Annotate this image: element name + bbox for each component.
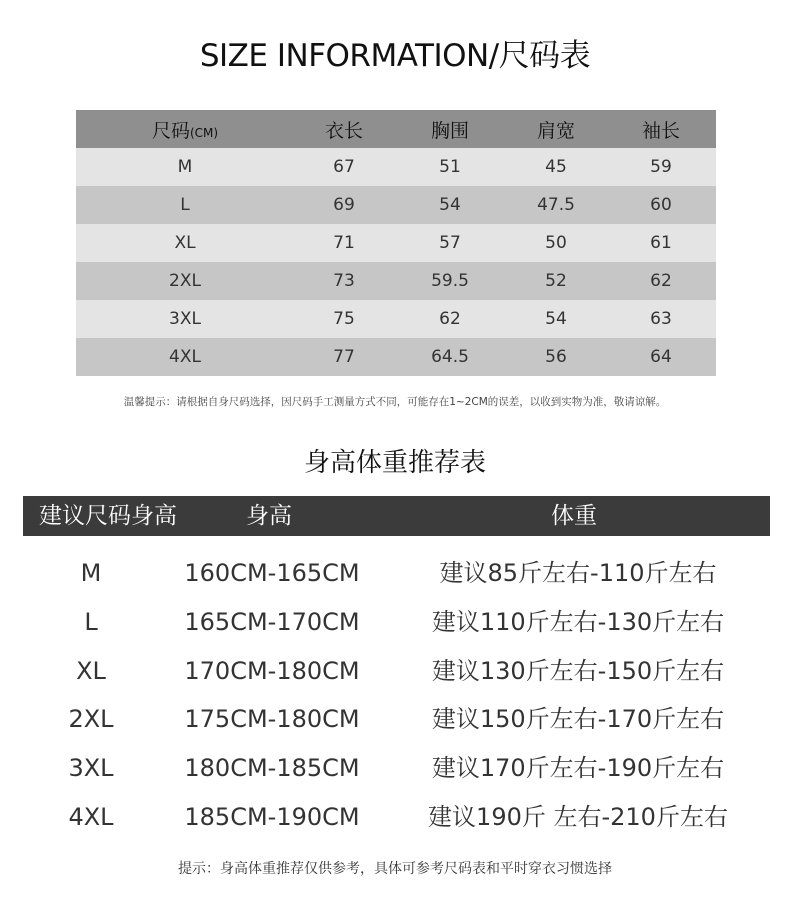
table-row (0, 699, 790, 739)
cell-sleeve: 62 (650, 271, 672, 291)
header-sleeve: 袖长 (641, 119, 680, 142)
header-shoulder: 肩宽 (536, 119, 575, 142)
table-row (76, 224, 716, 262)
cell-size: 4XL (169, 347, 201, 367)
cell-sleeve: 64 (650, 347, 672, 367)
rec-size: 3XL (68, 754, 114, 782)
cell-chest: 64.5 (431, 347, 469, 367)
cell-chest: 57 (439, 233, 461, 253)
cell-size: XL (174, 233, 196, 253)
cell-size: M (177, 157, 193, 177)
rec-size: M (80, 559, 102, 587)
cell-length: 69 (333, 195, 355, 215)
table-row (76, 148, 716, 186)
table-row (0, 602, 790, 642)
cell-sleeve: 61 (650, 233, 672, 253)
cell-length: 77 (333, 347, 355, 367)
table-row (76, 186, 716, 224)
table-row (0, 553, 790, 593)
rec-height: 170CM-180CM (184, 657, 360, 685)
header-recommend-size: 建议尺码身高 (39, 503, 177, 529)
cell-size: L (180, 195, 190, 215)
cell-length: 67 (333, 157, 355, 177)
cell-shoulder: 54 (545, 309, 567, 329)
cell-sleeve: 59 (650, 157, 672, 177)
cell-size: 3XL (169, 309, 201, 329)
table-row (0, 748, 790, 788)
rec-size: 4XL (68, 803, 114, 831)
table-row (0, 651, 790, 691)
rec-height: 165CM-170CM (184, 608, 360, 636)
size-note: 温馨提示：请根据自身尺码选择，因尺码手工测量方式不同，可能存在1~2CM的误差，以收到实物为准，敬请谅解。 (123, 396, 667, 408)
rec-weight: 建议130斤左右-150斤左右 (431, 657, 725, 685)
table-row (76, 338, 716, 376)
cell-length: 71 (333, 233, 355, 253)
cell-chest: 62 (439, 309, 461, 329)
rec-height: 175CM-180CM (184, 705, 360, 733)
rec-weight: 建议110斤左右-130斤左右 (431, 608, 725, 636)
table-row (76, 262, 716, 300)
cell-shoulder: 52 (545, 271, 567, 291)
cell-shoulder: 50 (545, 233, 567, 253)
cell-shoulder: 47.5 (537, 195, 575, 215)
cell-shoulder: 45 (545, 157, 567, 177)
recommend-table-header (23, 496, 770, 536)
header-size: 尺码(CM) (151, 119, 219, 142)
header-weight: 体重 (551, 503, 597, 529)
rec-weight: 建议190斤 左右-210斤左右 (428, 803, 728, 831)
cell-chest: 54 (439, 195, 461, 215)
header-height: 身高 (246, 503, 292, 529)
size-table-header (76, 110, 716, 148)
cell-sleeve: 60 (650, 195, 672, 215)
recommend-title: 身高体重推荐表 (303, 448, 486, 478)
cell-length: 73 (333, 271, 355, 291)
table-row (76, 300, 716, 338)
rec-height: 185CM-190CM (184, 803, 360, 831)
size-information-title: SIZE INFORMATION/尺码表 (199, 38, 591, 74)
rec-size: L (84, 608, 98, 636)
rec-weight: 建议150斤左右-170斤左右 (431, 705, 725, 733)
table-row (0, 797, 790, 837)
header-chest: 胸围 (430, 119, 469, 142)
cell-size: 2XL (169, 271, 201, 291)
rec-weight: 建议85斤左右-110斤左右 (439, 559, 717, 587)
rec-height: 160CM-165CM (184, 559, 360, 587)
rec-size: XL (76, 657, 106, 685)
cell-length: 75 (333, 309, 355, 329)
size-table (76, 110, 716, 376)
cell-chest: 51 (439, 157, 461, 177)
cell-chest: 59.5 (431, 271, 469, 291)
rec-weight: 建议170斤左右-190斤左右 (431, 754, 725, 782)
cell-sleeve: 63 (650, 309, 672, 329)
rec-height: 180CM-185CM (184, 754, 360, 782)
cell-shoulder: 56 (545, 347, 567, 367)
header-length: 衣长 (324, 119, 363, 142)
recommend-note: 提示：身高体重推荐仅供参考，具体可参考尺码表和平时穿衣习惯选择 (178, 861, 612, 877)
rec-size: 2XL (68, 705, 114, 733)
